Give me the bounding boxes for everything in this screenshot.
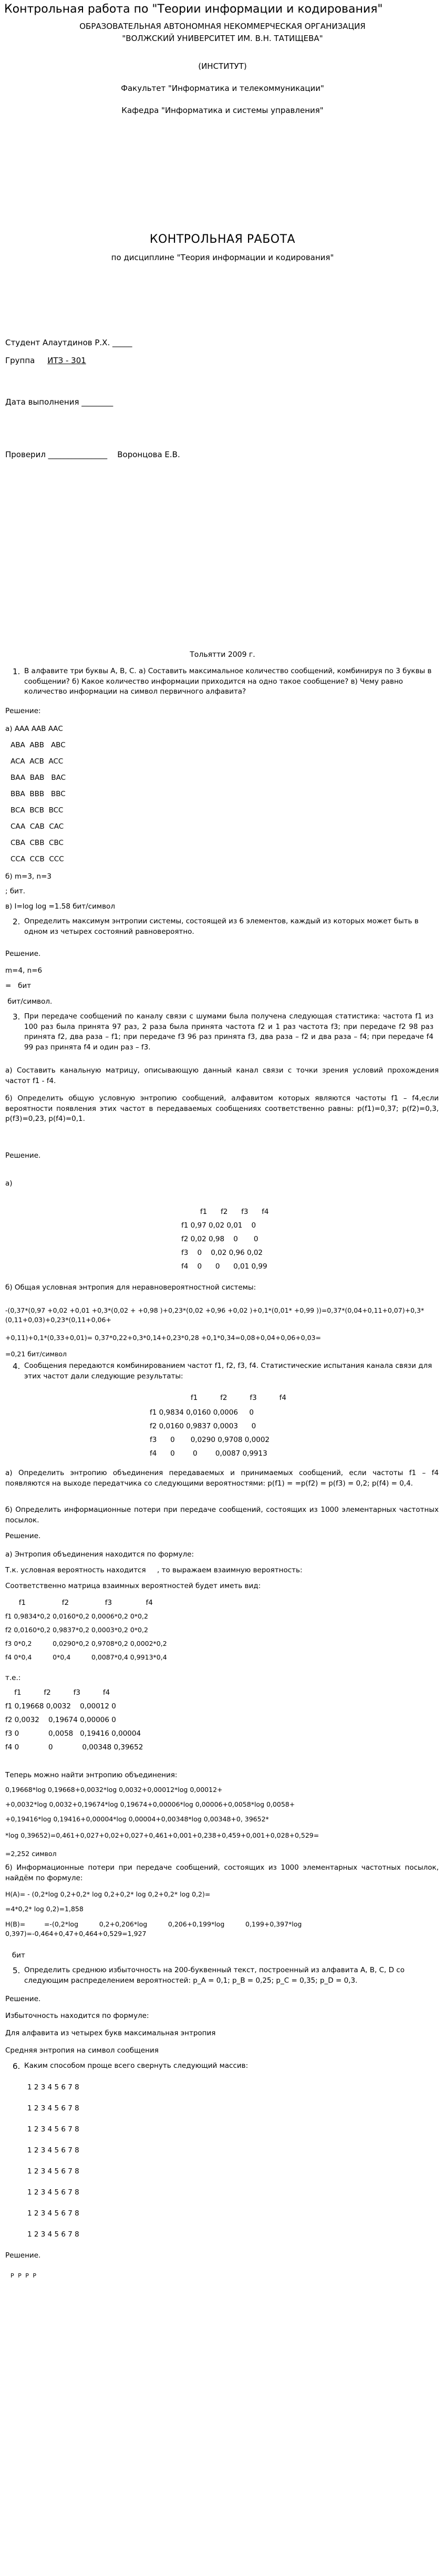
date-line: Дата выполнения ________ (5, 397, 113, 407)
task-6-solution-label: Решение. (5, 2251, 41, 2260)
task-3-b-label: б) Общая условная энтропия для неравновероятностной системы: (5, 1283, 256, 1292)
task-3-a-label: а) (5, 1179, 13, 1188)
joint-values-row: f1 0,19668 0,0032 0,00012 0 (5, 1702, 116, 1711)
channel-matrix-row: f1 0,97 0,02 0,01 0 (181, 1221, 256, 1230)
task-4-calc-1: 0,19668*log 0,19668+0,0032*log 0,0032+0,00012*log 0,00012+ (5, 1786, 223, 1794)
combination-row: CCA CCB CCC (11, 855, 64, 863)
stat-matrix-row: f1 0,9834 0,0160 0,0006 0 (150, 1408, 254, 1417)
array-row: 1 2 3 4 5 6 7 8 (27, 2230, 79, 2239)
stat-matrix-row: f2 0,0160 0,9837 0,0003 0 (150, 1422, 256, 1430)
task-2-eq: = бит (5, 982, 32, 990)
task-number: 6. (13, 2062, 20, 2071)
task-6-tail: Р Р Р Р (11, 2272, 38, 2279)
combination-row: BBA BBB BBC (11, 790, 66, 798)
channel-matrix-row: f3 0 0,02 0,96 0,02 (181, 1249, 263, 1257)
task-4-b: б) Определить информационные потери при передаче сообщений, состоящих из 1000 элементарных частотных посылок. (5, 1506, 439, 1524)
joint-values-row: f3 0 0,0058 0,19416 0,00004 (5, 1729, 141, 1738)
joint-values-row: f2 0,0032 0,19674 0,00006 0 (5, 1716, 116, 1724)
task-4-calc-3: +0,19416*log 0,19416+0,00004*log 0,00004+0,00348*log 0,00348+0, 39652* (5, 1815, 269, 1823)
task-number: 1. (13, 667, 20, 676)
checked-name: Воронцова Е.В. (117, 450, 180, 459)
joint-values-row: f4 0 0 0,00348 0,39652 (5, 1743, 143, 1751)
task-4-match: Соответственно матрица взаимных вероятностей будет иметь вид: (5, 1582, 261, 1590)
channel-matrix-header: f1 f2 f3 f4 (178, 1208, 269, 1216)
task-5-line-1: Избыточность находится по формуле: (5, 2012, 149, 2020)
task-5-line-3: Средняя энтропия на символ сообщения (5, 2046, 159, 2055)
group-line (5, 355, 86, 367)
channel-matrix-row: f2 0,02 0,98 0 0 (181, 1235, 258, 1243)
task-4-a: а) Определить энтропию объединения передаваемых и принимаемых сообщений, если частоты f1 – f4 появляются на выходе передатчика со следующими вероятностями: p(f1) = =p(f2) = p(f3) = 0,2; p(f4) = 0,4. (5, 1469, 439, 1488)
department: Кафедра "Информатика и системы управления" (121, 106, 324, 115)
task-4-te: т.е.: (5, 1674, 21, 1682)
combination-row: CAA CAB CAC (11, 822, 64, 831)
task-text: При передаче сообщений по каналу связи с шумами была получена следующая статистика: частота f1 из 100 раз была принята 97 раз, 2 раза была принята частота f2 и 1 раз частота f3; при передаче f2 98 раз принята f2, два раза – f1; при передаче f3 96 раз принята f3, два раза – f2 и два раза – f4; при передаче f4 99 раз принята f4 и один раз – f3. (24, 1012, 433, 1052)
array-row: 1 2 3 4 5 6 7 8 (27, 2167, 79, 2176)
task-3-calc-1: -(0,37*(0,97 +0,02 +0,01 +0,3*(0,02 + +0,98 )+0,23*(0,02 +0,96 +0,02 )+0,1*(0,01* +0,99 ))=0,37*(0,04+0,11+0,07)+0,3*(0,11+0,03)+0,23*(0,11+0,06+ (5, 1306, 425, 1324)
joint-matrix-row: f2 0,0160*0,2 0,9837*0,2 0,0003*0,2 0*0,2 (5, 1626, 148, 1634)
task-5-line-2: Для алфавита из четырех букв максимальная энтропия (5, 2029, 216, 2037)
combination-row: ABA ABB ABC (11, 741, 66, 749)
document-title: Контрольная работа по "Теории информации и кодирования" (4, 3, 383, 16)
task-5-solution-label: Решение. (5, 1995, 41, 2003)
task-number: 5. (13, 1966, 20, 1975)
task-text: Сообщения передаются комбинированием частот f1, f2, f3, f4. Статистические испытания канала связи для этих частот дали следующие результаты: (24, 1362, 432, 1380)
task-4-b-text: б) Информационные потери при передаче сообщений, состоящих из 1000 элементарных частотных посылок, найдём по формуле: (5, 1863, 439, 1882)
group-value: ИТЗ - 301 (47, 356, 86, 365)
faculty: Факультет "Информатика и телекоммуникации" (121, 84, 324, 93)
task-text: Определить среднюю избыточность на 200-буквенный текст, построенный из алфавита А, В, С, D со следующим распределением вероятностей: p_A = 0,1; p_B = 0,25; p_C = 0,35; p_D = 0,3. (24, 1966, 405, 1985)
task-3-calc-2: +0,11)+0,1*(0,33+0,01)= 0,37*0,22+0,3*0,14+0,23*0,28 +0,1*0,34=0,08+0,04+0,06+0,03= (5, 1334, 321, 1342)
task-4-solution-label: Решение. (5, 1532, 41, 1540)
task-2-mn: m=4, n=6 (5, 966, 43, 975)
task-text: Каким способом проще всего свернуть следующий массив: (24, 2062, 249, 2070)
task-4-bit: бит (5, 1951, 25, 1960)
task-6 (5, 2061, 433, 2072)
array-row: 1 2 3 4 5 6 7 8 (27, 2209, 79, 2218)
group-label: Группа (5, 356, 35, 365)
combination-row: ACA ACB ACC (11, 757, 64, 766)
task-number: 4. (13, 1362, 20, 1371)
task-1-part-b: б) m=3, n=3 (5, 872, 51, 881)
task-4-ent-label: а) Энтропия объединения находится по формуле: (5, 1550, 194, 1559)
org-line-2: "ВОЛЖСКИЙ УНИВЕРСИТЕТ ИМ. В.Н. ТАТИЩЕВА" (122, 34, 323, 43)
array-row: 1 2 3 4 5 6 7 8 (27, 2125, 79, 2134)
task-3-a: а) Составить канальную матрицу, описывающую данный канал связи с точки зрения условий прохождения частот f1 - f4. (5, 1066, 439, 1085)
task-4-calc-5: =2,252 символ (5, 1850, 57, 1858)
task-1-part-c: в) I=log log =1.58 бит/символ (5, 902, 115, 911)
task-5 (5, 1965, 433, 1986)
joint-matrix-row: f3 0*0,2 0,0290*0,2 0,9708*0,2 0,0002*0,2 (5, 1640, 167, 1647)
task-3-solution-label: Решение. (5, 1151, 41, 1160)
task-4 (5, 1361, 433, 1382)
task-3-calc-3: =0,21 бит/символ (5, 1350, 67, 1358)
task-4-calc-2: +0,0032*log 0,0032+0,19674*log 0,19674+0,00006*log 0,00006+0,0058*log 0,0058+ (5, 1800, 295, 1808)
task-2-unit: бит/символ. (5, 997, 53, 1006)
task-number: 2. (13, 917, 20, 926)
task-1-solution-label: Решение: (5, 707, 41, 715)
stat-matrix-row: f4 0 0 0,0087 0,9913 (150, 1449, 267, 1458)
joint-values-header: f1 f2 f3 f4 (5, 1688, 110, 1697)
stat-matrix-row: f3 0 0,0290 0,9708 0,0002 (150, 1436, 270, 1444)
joint-matrix-row: f1 0,9834*0,2 0,0160*0,2 0,0006*0,2 0*0,2 (5, 1612, 148, 1620)
checked-label: Проверил _______________ (5, 450, 108, 459)
cover-heading: КОНТРОЛЬНАЯ РАБОТА (149, 233, 296, 246)
array-row: 1 2 3 4 5 6 7 8 (27, 2146, 79, 2155)
task-4-ha-result: =4*0,2* log 0,2)=1,858 (5, 1905, 84, 1913)
task-1-bit: ; бит. (5, 887, 26, 895)
joint-matrix-row: f4 0*0,4 0*0,4 0,0087*0,4 0,9913*0,4 (5, 1653, 167, 1661)
org-line-1: ОБРАЗОВАТЕЛЬНАЯ АВТОНОМНАЯ НЕКОММЕРЧЕСКАЯ ОРГАНИЗАЦИЯ (79, 22, 366, 31)
task-text: Определить максимум энтропии системы, состоящей из 6 элементов, каждый из которых может быть в одном из четырех состояний равновероятно. (24, 917, 419, 936)
cover-subject: по дисциплине "Теория информации и кодирования" (111, 253, 334, 262)
joint-matrix-header: f1 f2 f3 f4 (5, 1599, 153, 1607)
combination-row: CBA CBB CBC (11, 839, 64, 847)
task-text: В алфавите три буквы А, В, С. а) Составить максимальное количество сообщений, комбинируя по 3 буквы в сообщении? б) Какое количество информации приходится на одно такое сообщение? в) Чему равно количество информации на символ первичного алфавита? (24, 667, 432, 696)
task-3 (5, 1012, 433, 1053)
task-4-tk: Т.к. условная вероятность находится , то выражаем взаимную вероятность: (5, 1566, 303, 1574)
stat-matrix-header: f1 f2 f3 f4 (168, 1394, 287, 1402)
task-4-hb: H(B)= =-(0,2*log 0,2+0,206*log 0,206+0,199*log 0,199+0,397*log 0,397)=-0,464+0,47+0,464+0,529=1,927 (5, 1920, 304, 1938)
task-1 (5, 666, 433, 697)
task-2 (5, 916, 433, 937)
array-row: 1 2 3 4 5 6 7 8 (27, 2188, 79, 2197)
org-line-3: (ИНСТИТУТ) (198, 61, 247, 71)
student-line: Студент Алаутдинов Р.Х. _____ (5, 338, 132, 347)
combination-row: BCA BCB BCC (11, 806, 64, 815)
city-year: Тольятти 2009 г. (190, 651, 255, 659)
task-1-part-a: а) ААА ААВ ААС (5, 725, 63, 733)
combination-row: BAA BAB BAC (11, 774, 66, 782)
checked-line (5, 449, 180, 461)
task-2-solution-label: Решение. (5, 950, 41, 958)
task-3-b: б) Определить общую условную энтропию сообщений, алфавитом которых являются частоты f1 – f4,если вероятности появления этих частот в передаваемых сообщениях соответственно равны: p(f1)=0,37; p(f2)=0,3, p(f3)=0,23, p(f4)=0,1. (5, 1094, 439, 1124)
array-row: 1 2 3 4 5 6 7 8 (27, 2104, 79, 2113)
task-number: 3. (13, 1012, 20, 1022)
task-4-ha: H(A)= - (0,2*log 0,2+0,2* log 0,2+0,2* log 0,2+0,2* log 0,2)= (5, 1890, 211, 1898)
array-row: 1 2 3 4 5 6 7 8 (27, 2083, 79, 2091)
task-4-calc-4: *log 0,39652)=0,461+0,027+0,02+0,027+0,461+0,001+0,238+0,459+0,001+0,028+0,529= (5, 1831, 319, 1839)
task-4-now: Теперь можно найти энтропию объединения: (5, 1771, 178, 1779)
channel-matrix-row: f4 0 0 0,01 0,99 (181, 1262, 267, 1271)
